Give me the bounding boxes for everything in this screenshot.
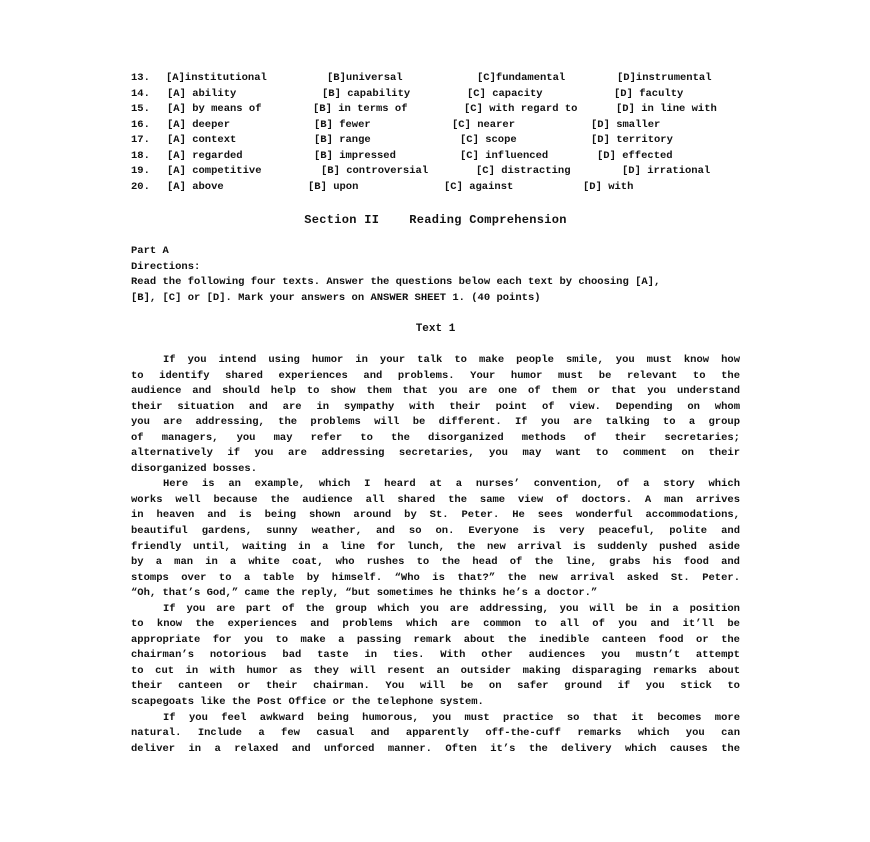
option-a: [A] context <box>167 134 237 146</box>
exam-page <box>131 72 740 755</box>
passage-line: deliver in a relaxed and unforced manner. Often it’s the delivery which causes the <box>131 742 740 755</box>
option-row <box>131 134 740 150</box>
passage-line: to cut in with humor as they will resent an outsider making disparaging remarks about <box>131 664 740 677</box>
passage-line: alternatively if you are addressing secretaries, you may want to comment on their <box>131 447 740 460</box>
option-b: [B]universal <box>327 72 403 84</box>
passage-line: scapegoats like the Post Office or the telephone system. <box>131 696 484 709</box>
option-c: [C] nearer <box>452 118 516 131</box>
passage-line: friendly until, waiting in a line for lunch, the new arrival is suddenly pushed aside <box>131 540 740 553</box>
section-title: Section II Reading Comprehension <box>304 213 567 227</box>
passage-line: natural. Include a few casual and apparently off-the-cuff remarks which you can <box>131 727 740 740</box>
option-d: [D] in line with <box>616 103 717 115</box>
passage-line: appropriate for you to make a passing remark about the inedible canteen food or the <box>131 633 740 646</box>
passage-line: you are addressing, the problems will be different. If you are talking to a group <box>131 416 740 429</box>
question-number: 19. <box>131 165 150 177</box>
option-b: [B] impressed <box>314 149 396 162</box>
passage <box>131 353 740 757</box>
option-c: [C]fundamental <box>477 72 566 84</box>
passage-line: their situation and are in sympathy with their point of view. Depending on whom <box>131 400 740 413</box>
option-row <box>131 181 740 197</box>
question-number: 17. <box>131 134 150 146</box>
part-header <box>131 244 200 275</box>
option-b: [B] capability <box>322 87 411 100</box>
option-a: [A] regarded <box>167 149 243 162</box>
option-c: [C] scope <box>460 134 517 146</box>
options-list <box>131 72 740 196</box>
option-row <box>131 72 740 88</box>
question-number: 16. <box>131 118 150 131</box>
directions-label: Directions: <box>131 260 201 273</box>
option-a: [A] ability <box>167 87 237 100</box>
passage-line: disorganized bosses. <box>131 462 258 475</box>
directions-line: [B], [C] or [D]. Mark your answers on ANSWER SHEET 1. (40 points) <box>131 291 541 304</box>
question-number: 20. <box>131 180 150 193</box>
option-d: [D] territory <box>591 134 673 146</box>
question-number: 15. <box>131 103 150 115</box>
passage-line: their canteen or their chairman. You will be on safer ground if you stick to <box>131 680 740 693</box>
passage-line: Here is an example, which I heard at a nurses’ convention, of a story which <box>163 478 740 491</box>
passage-line: by a man in a white coat, who rushes to the head of the line, grabs his food and <box>131 556 740 569</box>
passage-line: chairman’s notorious bad taste in ties. With other audiences you mustn’t attempt <box>131 649 740 662</box>
option-row <box>131 103 740 119</box>
passage-line: of managers, you may refer to the disorganized methods of their secretaries; <box>131 431 740 444</box>
passage-line: in heaven and is being shown around by St. Peter. He sees wonderful accommodations, <box>131 509 740 522</box>
passage-line: stomps over to a table by himself. “Who is that?” the new arrival asked St. Peter. <box>131 571 740 584</box>
option-c: [C] distracting <box>476 165 571 177</box>
directions-text <box>131 275 740 306</box>
passage-line: If you feel awkward being humorous, you must practice so that it becomes more <box>163 711 740 724</box>
part-label: Part A <box>131 245 169 257</box>
option-a: [A] above <box>167 180 224 193</box>
option-row <box>131 119 740 135</box>
passage-line: audience and should help to show them that you are one of them or that you understand <box>131 385 740 398</box>
passage-line: to know the experiences and problems which are common to all of you and it’ll be <box>131 618 740 631</box>
passage-line: “Oh, that’s God,” came the reply, “but sometimes he thinks he’s a doctor.” <box>131 587 598 600</box>
directions-line: Read the following four texts. Answer the questions below each text by choosing [A], <box>131 276 661 288</box>
option-c: [C] with regard to <box>464 103 578 115</box>
passage-line: If you are part of the group which you are addressing, you will be in a position <box>163 602 740 615</box>
option-d: [D] with <box>583 180 634 193</box>
question-number: 18. <box>131 149 150 162</box>
option-d: [D]instrumental <box>617 72 712 84</box>
option-c: [C] capacity <box>467 87 543 100</box>
question-number: 14. <box>131 87 150 100</box>
option-row <box>131 150 740 166</box>
option-row <box>131 165 740 181</box>
option-a: [A] deeper <box>167 118 231 131</box>
option-b: [B] controversial <box>321 165 429 177</box>
option-a: [A]institutional <box>166 72 267 84</box>
option-c: [C] against <box>444 180 514 193</box>
question-number: 13. <box>131 72 150 84</box>
option-b: [B] in terms of <box>313 103 408 115</box>
passage-line: If you intend using humor in your talk to make people smile, you must know how <box>163 354 740 366</box>
option-a: [A] competitive <box>167 165 262 177</box>
option-b: [B] fewer <box>314 118 371 131</box>
option-a: [A] by means of <box>167 103 262 115</box>
option-d: [D] faculty <box>614 87 684 100</box>
option-c: [C] influenced <box>460 149 549 162</box>
passage-line: to identify shared experiences and problems. Your humor must be relevant to the <box>131 369 740 382</box>
option-d: [D] smaller <box>591 118 661 131</box>
passage-line: beautiful gardens, sunny weather, and so on. Everyone is very peaceful, polite and <box>131 525 740 538</box>
option-d: [D] irrational <box>622 165 711 177</box>
text-title: Text 1 <box>415 323 456 335</box>
option-row <box>131 88 740 104</box>
option-b: [B] upon <box>308 180 359 193</box>
option-d: [D] effected <box>597 149 673 162</box>
option-b: [B] range <box>314 134 371 146</box>
passage-line: works well because the audience all shared the same view of doctors. A man arrives <box>131 493 740 506</box>
